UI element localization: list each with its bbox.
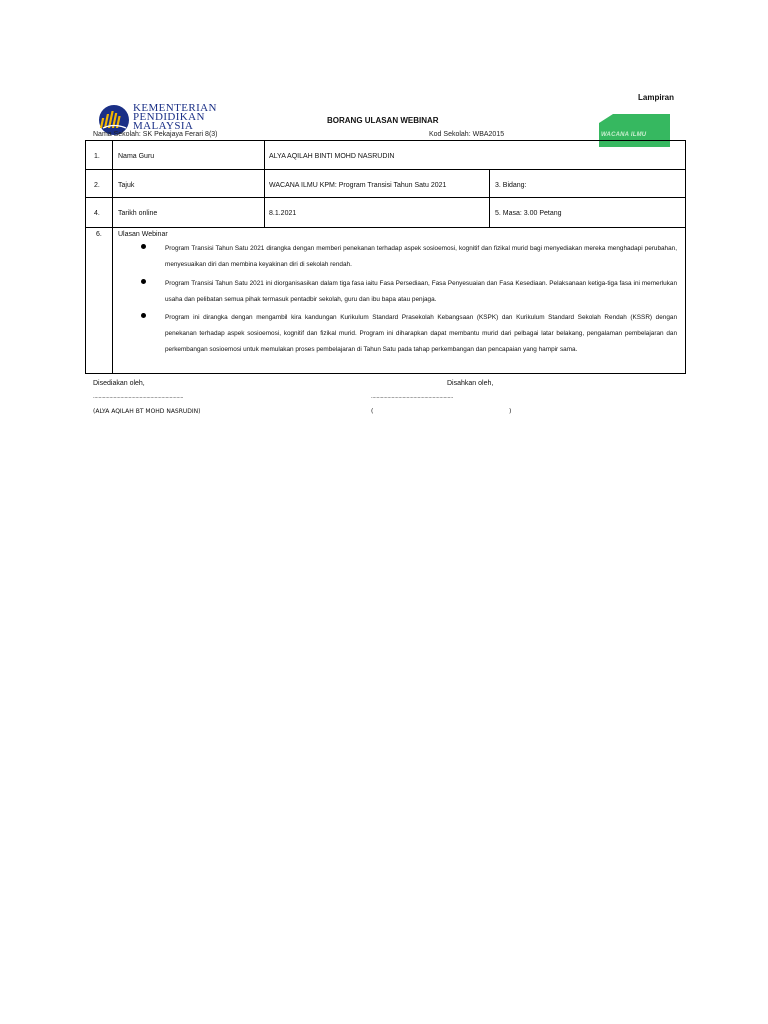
wacana-ilmu-logo-text: WACANA ILMU — [601, 132, 647, 138]
approver-paren-close: ) — [509, 408, 512, 415]
tajuk-value: WACANA ILMU KPM: Program Transisi Tahun Satu 2021 — [269, 182, 447, 189]
review-point-2: Program Transisi Tahun Satu 2021 ini diorganisasikan dalam tiga fasa iaitu Fasa Persediaan, Fasa Penyesuaian dan Fasa Kesediaan. Pelaksanaan ketiga-tiga fasa ini memerlukan usaha dan pelibatan semua pihak termasuk pentadbir sekolah, guru dan ibu bapa atau penjaga. — [165, 280, 677, 303]
school-code-label: Kod Sekolah: WBA2015 — [429, 131, 505, 138]
col-divider — [112, 141, 113, 373]
row-divider — [86, 169, 685, 170]
form-title: BORANG ULASAN WEBINAR — [327, 116, 439, 125]
bullet-icon — [141, 244, 146, 249]
row-divider — [86, 227, 685, 228]
kpm-logo-text — [133, 104, 217, 131]
row-divider — [86, 197, 685, 198]
logo-line-1: KEMENTERIAN — [133, 102, 217, 114]
col-divider — [264, 141, 265, 227]
row-number: 4. — [94, 210, 100, 217]
col-divider — [489, 169, 490, 227]
logo-line-3: MALAYSIA — [133, 120, 194, 132]
logo-line-2: PENDIDIKAN — [133, 111, 205, 123]
review-point-3: Program ini dirangka dengan mengambil kira kandungan Kurikulum Standard Prasekolah Kebangsaan (KSPK) dan Kurikulum Standard Sekolah Rendah (KSSR) dengan penekanan terhadap aspek sosioemosi, kognitif dan fizikal murid. Program ini diharapkan dapat membantu murid dari pelbagai latar belakang, pengalaman pembelajaran dan perkembangan sosioemosi untuk memulakan proses pembelajaran di Tahun Satu pada tahap perkembangan dan pencapaian yang hampir sama. — [165, 314, 677, 353]
lampiran-label: Lampiran — [638, 93, 675, 102]
masa-label: 5. Masa: 3.00 Petang — [495, 210, 562, 217]
tarikh-label: Tarikh online — [118, 210, 158, 217]
row-number: 2. — [94, 182, 100, 189]
tajuk-label: Tajuk — [118, 182, 135, 189]
preparer-name: (ALYA AQILAH BT MOHD NASRUDIN) — [93, 408, 201, 415]
bullet-icon — [141, 279, 146, 284]
nama-guru-value: ALYA AQILAH BINTI MOHD NASRUDIN — [269, 153, 395, 160]
ulasan-label: Ulasan Webinar — [118, 231, 168, 238]
row-number: 6. — [96, 231, 102, 238]
nama-guru-label: Nama Guru — [118, 153, 155, 160]
row-number: 1. — [94, 153, 100, 160]
review-point-1: Program Transisi Tahun Satu 2021 dirangka dengan memberi penekanan terhadap aspek sosioemosi, kognitif dan fizikal murid bagi menyediakan mereka menghadapi perubahan, menyesuaikan diri dan membina keyakinan diri di sekolah rendah. — [165, 245, 677, 268]
approver-paren-open: ( — [371, 408, 374, 415]
bidang-label: 3. Bidang: — [495, 182, 527, 189]
prepared-by-label: Disediakan oleh, — [93, 380, 145, 387]
logo-notch-shape — [599, 114, 613, 123]
tarikh-value: 8.1.2021 — [269, 210, 297, 217]
school-name-label: Nama Sekolah: SK Pekajaya Ferari 8(3) — [93, 131, 218, 138]
signature-line-right: ............................................................ — [371, 394, 454, 400]
bullet-icon — [141, 313, 146, 318]
signature-line-left: .................................................................. — [93, 394, 184, 400]
approved-by-label: Disahkan oleh, — [447, 380, 494, 387]
